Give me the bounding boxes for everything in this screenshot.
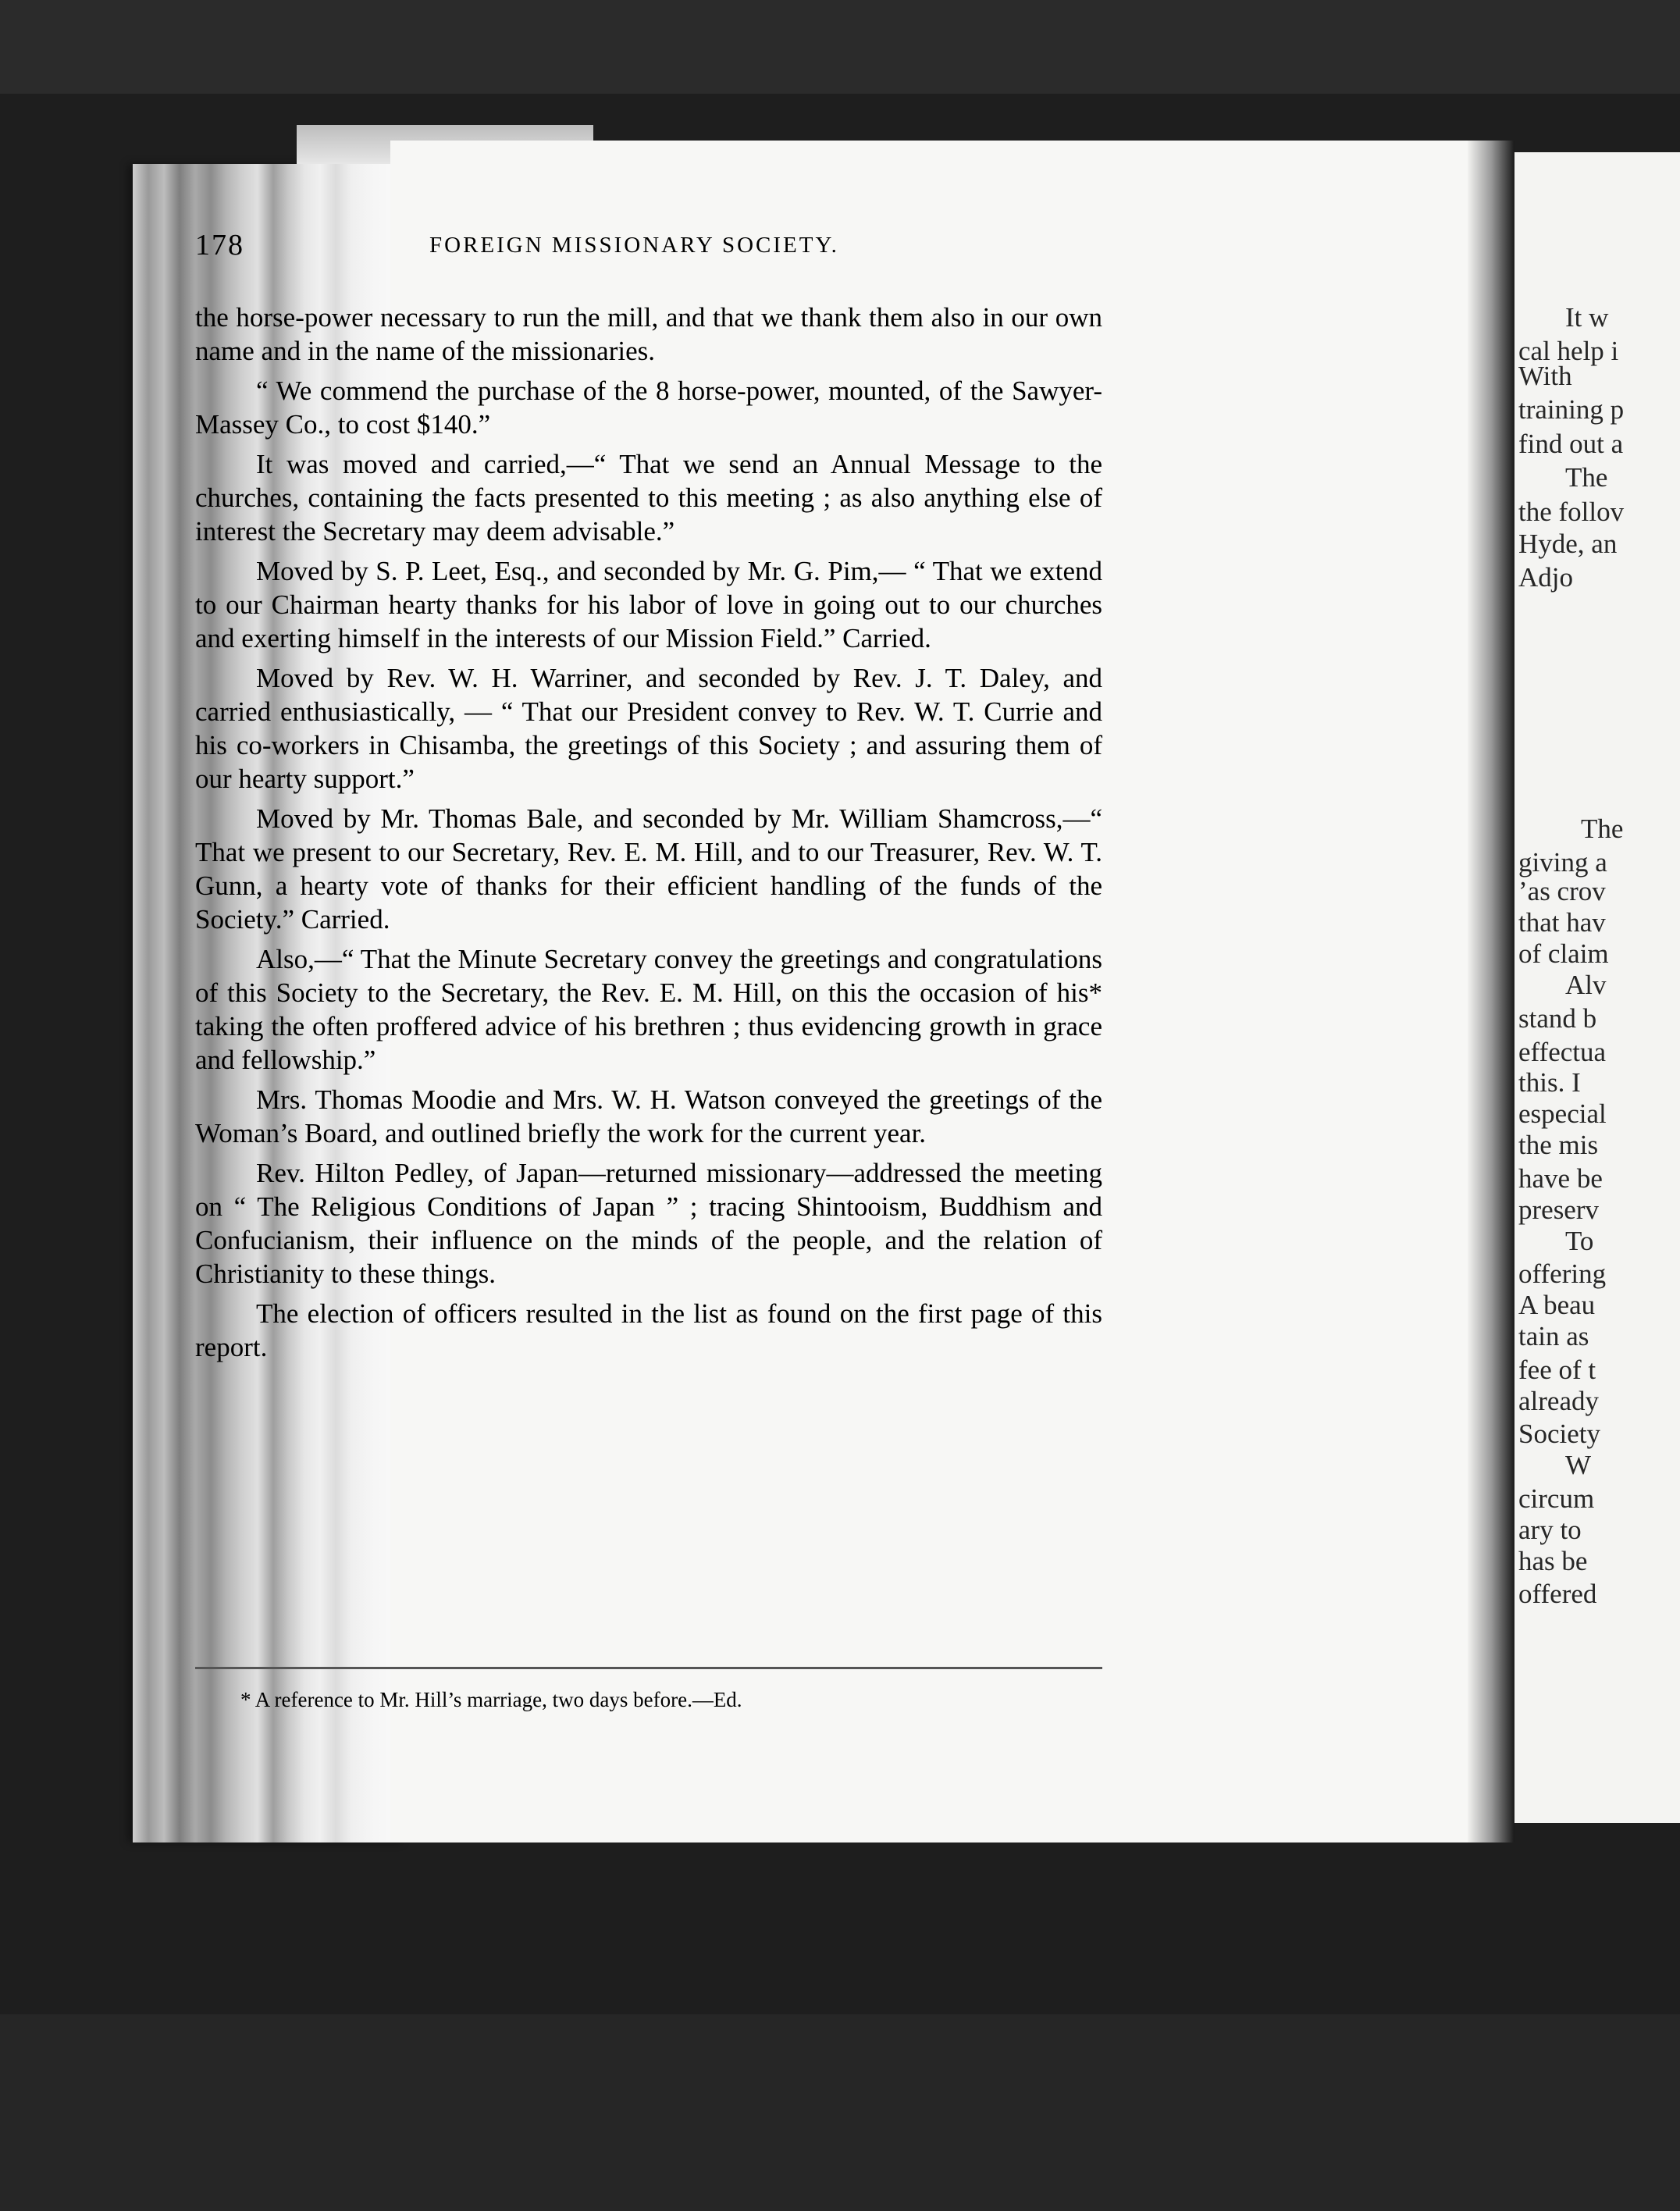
right-page-line-fragment: tain as xyxy=(1518,1321,1589,1351)
paragraph: Also,—“ That the Minute Secretary convey the greetings and congratulations of this Society to the Secretary, the Rev. E. M. Hill, on this the occasion of his* taking the often proffered advice of his brethren ; thus evidencing growth in grace and fellowship.” xyxy=(195,944,1102,1075)
paragraph: Moved by Rev. W. H. Warriner, and seconded by Rev. J. T. Daley, and carried enthusiastically, — “ That our President convey to Rev. W. T. Currie and his co-workers in Chisamba, the greetings of this Society ; and assuring them of our hearty support.” xyxy=(195,663,1102,794)
running-head: FOREIGN MISSIONARY SOCIETY. xyxy=(429,233,839,258)
right-page-line-fragment: cal help i xyxy=(1518,336,1619,366)
book-gutter xyxy=(1468,141,1514,1842)
right-page-line-fragment: circum xyxy=(1518,1483,1595,1514)
paragraph: Moved by S. P. Leet, Esq., and seconded by Mr. G. Pim,— “ That we extend to our Chairman hearty thanks for his labor of love in going out to our churches and exerting himself in the interests of our Mission Field.” Carried. xyxy=(195,556,1102,653)
paragraph: It was moved and carried,—“ That we send an Annual Message to the churches, containing the facts presented to this meeting ; as also anything else of interest the Secretary may deem advisable.” xyxy=(195,449,1102,547)
right-page-line-fragment: have be xyxy=(1518,1163,1603,1194)
right-page-line-fragment: W xyxy=(1565,1450,1592,1480)
right-page-line-fragment: The xyxy=(1565,462,1608,493)
right-page-line-fragment: Hyde, an xyxy=(1518,529,1618,559)
right-page-line-fragment: A beau xyxy=(1518,1290,1596,1320)
right-book-page xyxy=(1514,152,1680,1823)
right-page-line-fragment: ary to xyxy=(1518,1515,1582,1545)
right-page-line-fragment: this. I xyxy=(1518,1067,1581,1098)
page-number: 178 xyxy=(195,229,244,262)
paragraph: The election of officers resulted in the list as found on the first page of this report. xyxy=(195,1298,1102,1362)
right-page-line-fragment: especial xyxy=(1518,1098,1607,1129)
paragraph: Mrs. Thomas Moodie and Mrs. W. H. Watson conveyed the greetings of the Woman’s Board, and outlined briefly the work for the current year. xyxy=(195,1084,1102,1148)
right-page-line-fragment: preserv xyxy=(1518,1195,1600,1225)
right-page-line-fragment: the follov xyxy=(1518,497,1625,527)
right-page-line-fragment: Adjo xyxy=(1518,562,1573,593)
paragraph: the horse-power necessary to run the mill, and that we thank them also in our own name and in the name of the missionaries. xyxy=(195,302,1102,366)
page-header xyxy=(195,228,1101,275)
right-page-line-fragment: giving a xyxy=(1518,847,1607,878)
right-page-line-fragment: that hav xyxy=(1518,907,1606,938)
right-page-line-fragment: effectua xyxy=(1518,1037,1607,1067)
right-page-line-fragment: With xyxy=(1518,361,1572,391)
right-page-line-fragment: has be xyxy=(1518,1546,1588,1576)
right-page-line-fragment: already xyxy=(1518,1386,1599,1416)
right-page-line-fragment: of claim xyxy=(1518,938,1609,969)
right-page-line-fragment: To xyxy=(1565,1226,1594,1256)
right-page-line-fragment: ’as crov xyxy=(1518,876,1606,906)
paragraph: “ We commend the purchase of the 8 horse-power, mounted, of the Sawyer-Massey Co., to cost $140.” xyxy=(195,376,1102,440)
right-page-line-fragment: Society xyxy=(1518,1419,1600,1449)
right-page-line-fragment: Alv xyxy=(1565,970,1607,1000)
right-page-line-fragment: offered xyxy=(1518,1579,1597,1609)
right-page-line-fragment: the mis xyxy=(1518,1130,1599,1160)
right-page-line-fragment: fee of t xyxy=(1518,1355,1596,1385)
right-page-line-fragment: stand b xyxy=(1518,1003,1597,1034)
right-page-line-fragment: The xyxy=(1581,814,1624,844)
paragraph: Moved by Mr. Thomas Bale, and seconded by Mr. William Shamcross,—“ That we present to our Secretary, Rev. E. M. Hill, and to our Treasurer, Rev. W. T. Gunn, a hearty vote of thanks for their efficient handling of the funds of the Society.” Carried. xyxy=(195,803,1102,935)
right-page-line-fragment: find out a xyxy=(1518,429,1624,459)
scan-background-bottom xyxy=(0,2014,1680,2211)
footnote: * A reference to Mr. Hill’s marriage, two days before.—Ed. xyxy=(240,1688,742,1711)
right-page-line-fragment: offering xyxy=(1518,1259,1607,1289)
right-page-line-fragment: It w xyxy=(1565,302,1609,333)
footnote-rule xyxy=(195,1667,1102,1669)
page-body xyxy=(195,301,1102,1370)
right-page-line-fragment: training p xyxy=(1518,394,1625,425)
paragraph: Rev. Hilton Pedley, of Japan—returned missionary—addressed the meeting on “ The Religious Conditions of Japan ” ; tracing Shintooism, Buddhism and Confucianism, their influence on the minds of the people, and the relation of Christianity to these things. xyxy=(195,1158,1102,1289)
scan-background-top xyxy=(0,0,1680,94)
